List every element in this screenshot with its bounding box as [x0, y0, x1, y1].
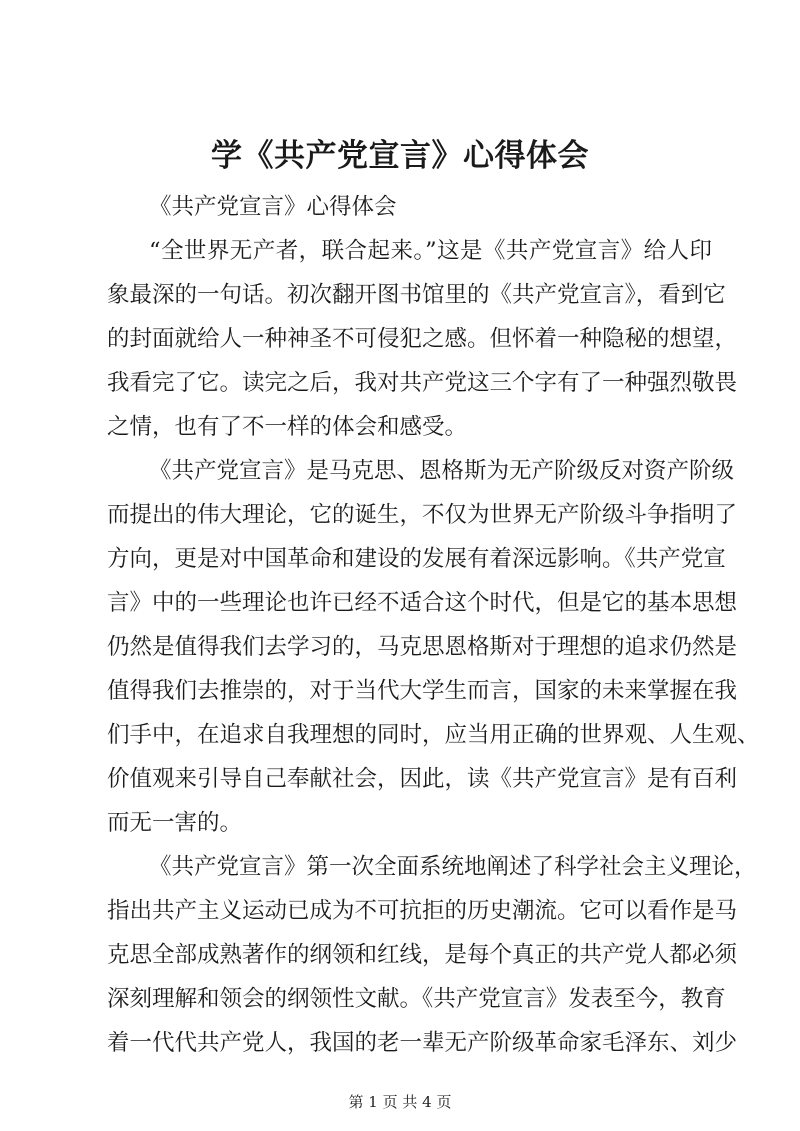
paragraph-line: 指出共产主义运动已成为不可抗拒的历史潮流。它可以看作是马	[107, 898, 738, 924]
paragraph-line: 的封面就给人一种神圣不可侵犯之感。但怀着一种隐秘的想望，	[107, 326, 738, 352]
document-title: 学《共产党宣言》心得体会	[211, 138, 589, 174]
paragraph-line: 方向，更是对中国革命和建设的发展有着深远影响。《共产党宣	[107, 546, 726, 572]
paragraph-line: 仍然是值得我们去学习的，马克思恩格斯对于理想的追求仍然是	[107, 634, 738, 660]
paragraph-2	[107, 449, 760, 845]
document-body	[107, 185, 760, 1065]
paragraph-line: 而无一害的。	[107, 810, 243, 836]
paragraph-line: 言》中的一些理论也许已经不适合这个时代，但是它的基本思想	[107, 590, 738, 616]
paragraph-line: 《共产党宣言》第一次全面系统地阐述了科学社会主义理论，	[149, 854, 757, 880]
paragraph-line: “全世界无产者，联合起来。”这是《共产党宣言》给人印	[149, 238, 712, 264]
paragraph-line: 而提出的伟大理论，它的诞生，不仅为世界无产阶级斗争指明了	[107, 502, 738, 528]
paragraph-line: 价值观来引导自己奉献社会，因此，读《共产党宣言》是有百利	[107, 766, 738, 792]
page-number-footer: 第 1 页 共 4 页	[348, 1093, 452, 1111]
paragraph-line: 《共产党宣言》是马克思、恩格斯为无产阶级反对资产阶级	[149, 458, 735, 484]
paragraph-line: 我看完了它。读完之后，我对共产党这三个字有了一种强烈敬畏	[107, 370, 738, 396]
paragraph-line: 象最深的一句话。初次翻开图书馆里的《共产党宣言》，看到它	[107, 282, 726, 308]
paragraph-line: 深刻理解和领会的纲领性文献。《共产党宣言》发表至今，教育	[107, 986, 726, 1012]
paragraph-1	[107, 229, 738, 449]
paragraph-line: 之情，也有了不一样的体会和感受。	[107, 414, 468, 440]
paragraph-line: 着一代代共产党人，我国的老一辈无产阶级革命家毛泽东、刘少	[107, 1030, 738, 1056]
paragraph-line: 值得我们去推崇的，对于当代大学生而言，国家的未来掌握在我	[107, 678, 738, 704]
paragraph-line: 克思全部成熟著作的纲领和红线，是每个真正的共产党人都必须	[107, 942, 738, 968]
subtitle-line: 《共产党宣言》心得体会	[149, 194, 397, 220]
paragraph-line: 们手中，在追求自我理想的同时，应当用正确的世界观、人生观、	[107, 722, 760, 748]
paragraph-3	[107, 845, 757, 1065]
